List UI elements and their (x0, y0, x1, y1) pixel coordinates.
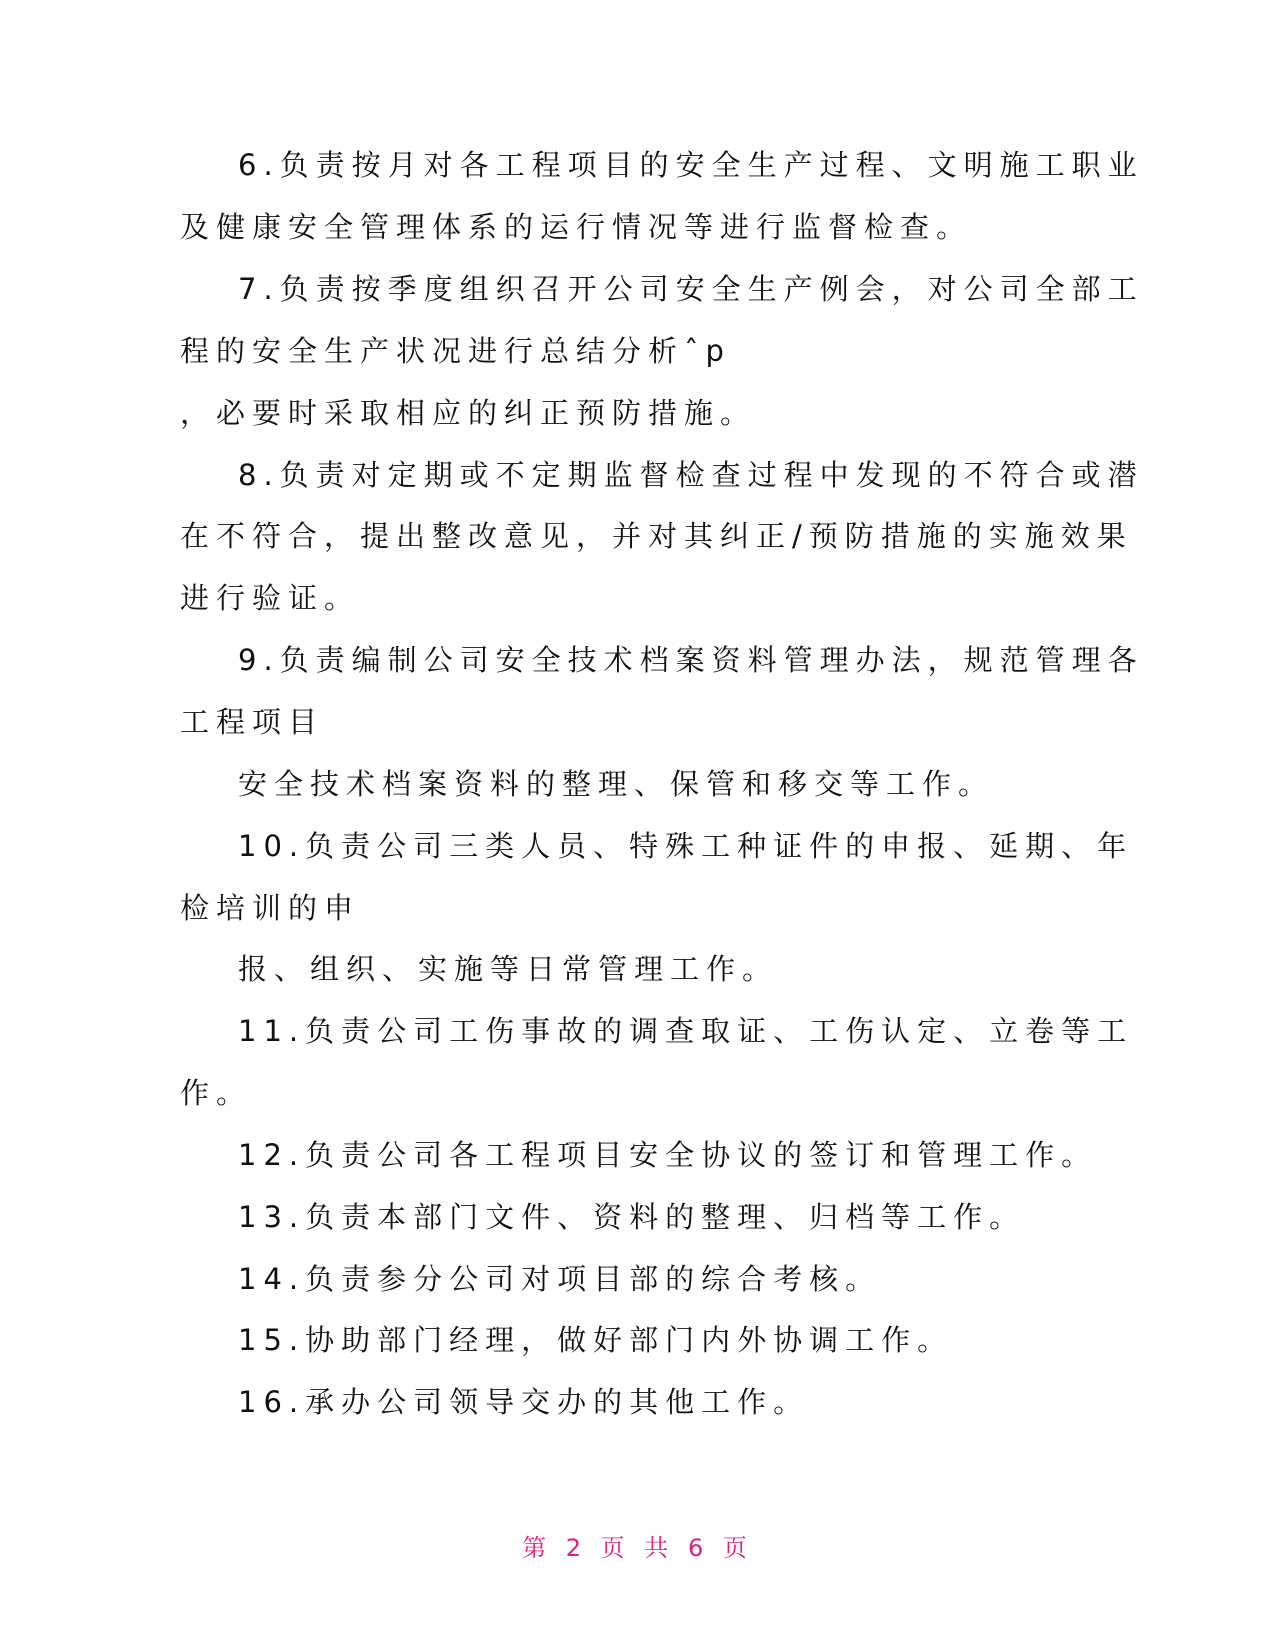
text-line: 10.负责公司三类人员、特殊工种证件的申报、延期、年 (238, 829, 1134, 863)
text-line: 报、组织、实施等日常管理工作。 (238, 952, 779, 986)
text-line: 工程项目 (180, 705, 325, 739)
footer-suffix: 页 (722, 1534, 753, 1562)
text-line: 进行验证。 (180, 581, 361, 615)
text-line: 安全技术档案资料的整理、保管和移交等工作。 (238, 767, 995, 801)
text-line: 15.协助部门经理，做好部门内外协调工作。 (238, 1323, 954, 1357)
footer-prefix: 第 (522, 1534, 553, 1562)
text-line: 16.承办公司领导交办的其他工作。 (238, 1385, 810, 1419)
text-line: 作。 (180, 1076, 253, 1110)
text-line: 11.负责公司工伤事故的调查取证、工伤认定、立卷等工 (238, 1014, 1134, 1048)
text-line: 9.负责编制公司安全技术档案资料管理办法，规范管理各 (238, 643, 1144, 677)
text-line: 检培训的申 (180, 891, 361, 925)
text-line: 12.负责公司各工程项目安全协议的签订和管理工作。 (238, 1138, 1098, 1172)
text-line: 7.负责按季度组织召开公司安全生产例会，对公司全部工 (238, 272, 1144, 306)
text-line: 6.负责按月对各工程项目的安全生产过程、文明施工职业 (238, 148, 1144, 182)
text-line: 14.负责参分公司对项目部的综合考核。 (238, 1262, 882, 1296)
footer-page-number: 2 (565, 1534, 588, 1562)
footer-total-pages: 6 (687, 1534, 710, 1562)
text-line: 8.负责对定期或不定期监督检查过程中发现的不符合或潜 (238, 458, 1144, 492)
text-line: 程的安全生产状况进行总结分析ˆp (180, 334, 731, 368)
text-line: ，必要时采取相应的纠正预防措施。 (180, 396, 757, 430)
text-line: 13.负责本部门文件、资料的整理、归档等工作。 (238, 1200, 1026, 1234)
page-footer (0, 1533, 1275, 1563)
text-line: 及健康安全管理体系的运行情况等进行监督检查。 (180, 210, 973, 244)
text-line: 在不符合，提出整改意见，并对其纠正/预防措施的实施效果 (180, 519, 1133, 553)
footer-middle: 页 共 (600, 1534, 675, 1562)
